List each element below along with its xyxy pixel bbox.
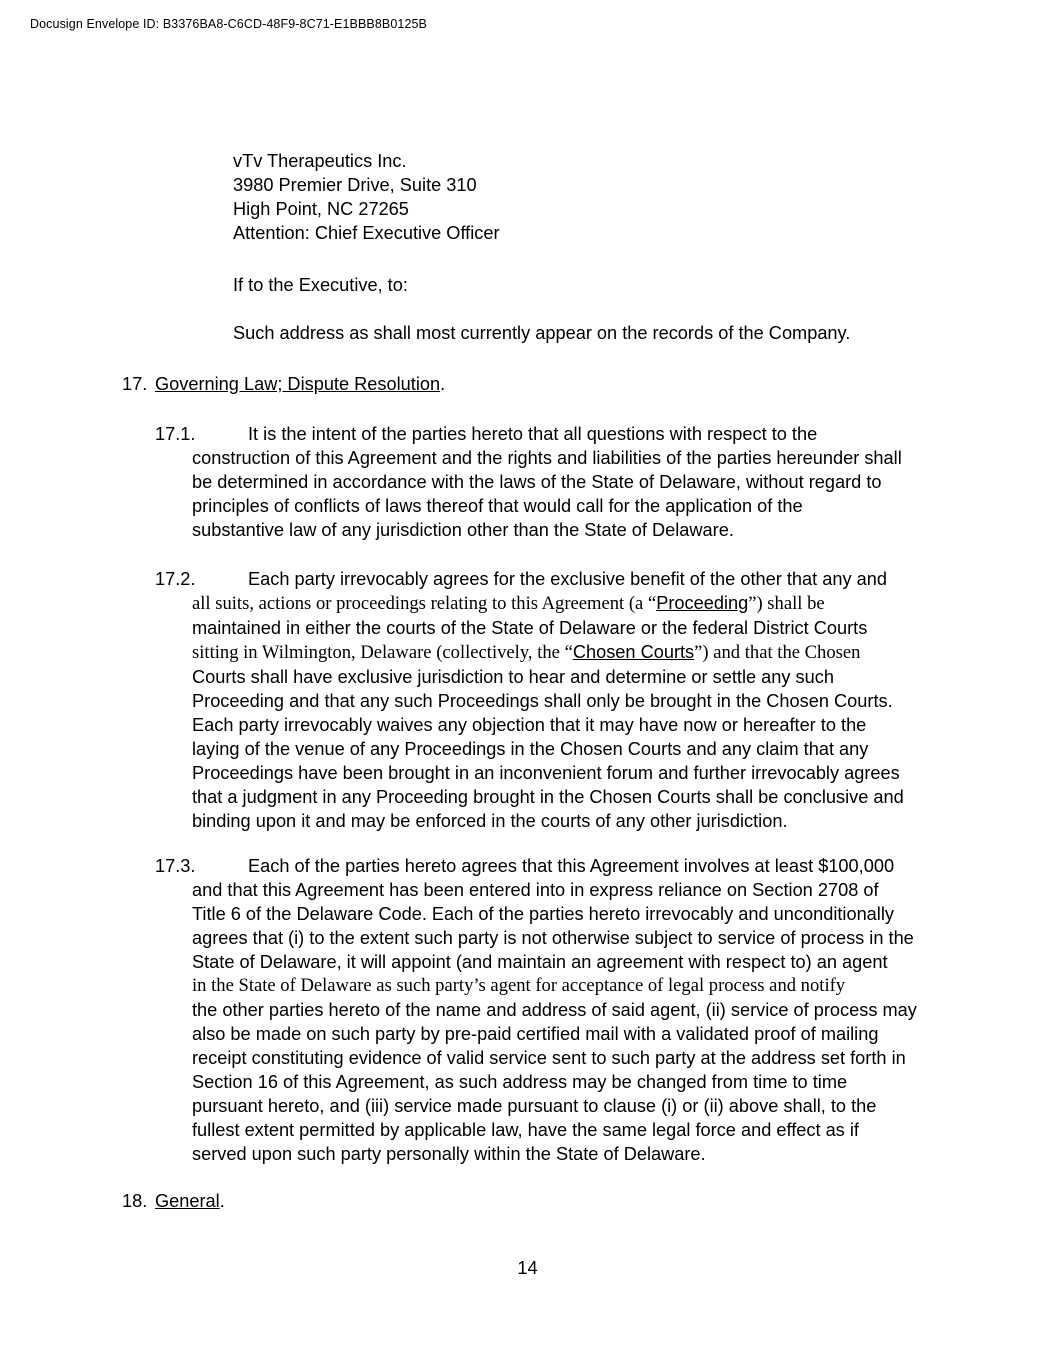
such-address-text: Such address as shall most currently appear on the records of the Company. [233,323,851,343]
paragraph-line: that a judgment in any Proceeding brought in the Chosen Courts shall be conclusive and [192,787,904,807]
paragraph-line [192,591,937,616]
paragraph-line [192,640,937,665]
paragraph-line: principles of conflicts of laws thereof that would call for the application of the [192,496,803,516]
section-17-heading [122,372,445,396]
paragraph-line: laying of the venue of any Proceedings in the Chosen Courts and any claim that any [192,739,869,759]
paragraph-line: binding upon it and may be enforced in the courts of any other jurisdiction. [192,811,788,831]
paragraph-line: and that this Agreement has been entered into in express reliance on Section 2708 of [192,880,879,900]
text-segment: all suits, actions or proceedings relating to this Agreement (a “ [192,593,657,614]
section-17-number: 17. [122,374,148,394]
section-17-period: . [440,374,446,394]
paragraph-line: pursuant hereto, and (iii) service made pursuant to clause (i) or (ii) above shall, to the [192,1096,877,1116]
paragraph-line: substantive law of any jurisdiction other than the State of Delaware. [192,520,734,540]
paragraph-line: Each party irrevocably agrees for the exclusive benefit of the other that any and [248,569,887,589]
envelope-id: Docusign Envelope ID: B3376BA8-C6CD-48F9-8C71-E1BBB8B0125B [30,17,427,31]
section-18-title: General [155,1191,220,1211]
paragraph-17-1-number: 17.1. [155,424,196,444]
paragraph-line: Section 16 of this Agreement, as such address may be changed from time to time [192,1072,848,1092]
section-18-period: . [219,1191,225,1211]
section-18-number: 18. [122,1191,148,1211]
paragraph-line: State of Delaware, it will appoint (and maintain an agreement with respect to) an agent [192,952,888,972]
defined-term-chosen-courts: Chosen Courts [572,642,695,662]
section-17-title: Governing Law; Dispute Resolution [155,374,441,394]
address-street: 3980 Premier Drive, Suite 310 [233,175,477,195]
paragraph-17-3-number: 17.3. [155,856,196,876]
paragraph-17-1 [155,422,937,542]
paragraph-line: Courts shall have exclusive jurisdiction to hear and determine or settle any such [192,667,834,687]
paragraph-line: Proceeding and that any such Proceedings shall only be brought in the Chosen Courts. [192,691,893,711]
paragraph-line: It is the intent of the parties hereto that all questions with respect to the [248,424,818,444]
paragraph-line: Title 6 of the Delaware Code. Each of the parties hereto irrevocably and unconditionally [192,904,894,924]
page-number: 14 [517,1258,538,1278]
paragraph-17-2-number: 17.2. [155,569,196,589]
paragraph-17-2 [155,567,937,833]
section-18-heading [122,1189,225,1213]
paragraph-line: receipt constituting evidence of valid service sent to such party at the address set forth in [192,1048,906,1068]
paragraph-line: also be made on such party by pre-paid certified mail with a validated proof of mailing [192,1024,879,1044]
paragraph-line: in the State of Delaware as such party’s agent for acceptance of legal process and notify [192,975,846,996]
paragraph-line: maintained in either the courts of the State of Delaware or the federal District Courts [192,618,868,638]
paragraph-line: Proceedings have been brought in an inconvenient forum and further irrevocably agrees [192,763,900,783]
address-attention: Attention: Chief Executive Officer [233,223,500,243]
paragraph-line: construction of this Agreement and the rights and liabilities of the parties hereunder shall [192,448,902,468]
address-city: High Point, NC 27265 [233,199,409,219]
address-block [233,149,500,245]
paragraph-line: Each party irrevocably waives any objection that it may have now or hereafter to the [192,715,867,735]
text-segment: ”) and that the Chosen [694,642,861,663]
text-segment: ”) shall be [748,593,825,614]
address-company: vTv Therapeutics Inc. [233,151,407,171]
paragraph-line: served upon such party personally within the State of Delaware. [192,1144,706,1164]
paragraph-line: Each of the parties hereto agrees that this Agreement involves at least $100,000 [248,856,895,876]
text-segment: sitting in Wilmington, Delaware (collectively, the “ [192,642,573,663]
paragraph-line: the other parties hereto of the name and address of said agent, (ii) service of process may [192,1000,917,1020]
paragraph-line: fullest extent permitted by applicable law, have the same legal force and effect as if [192,1120,859,1140]
if-to-executive: If to the Executive, to: [233,275,408,295]
paragraph-line: agrees that (i) to the extent such party is not otherwise subject to service of process in the [192,928,914,948]
defined-term-proceeding: Proceeding [656,593,749,613]
paragraph-line: be determined in accordance with the laws of the State of Delaware, without regard to [192,472,882,492]
paragraph-17-3 [155,854,937,1166]
